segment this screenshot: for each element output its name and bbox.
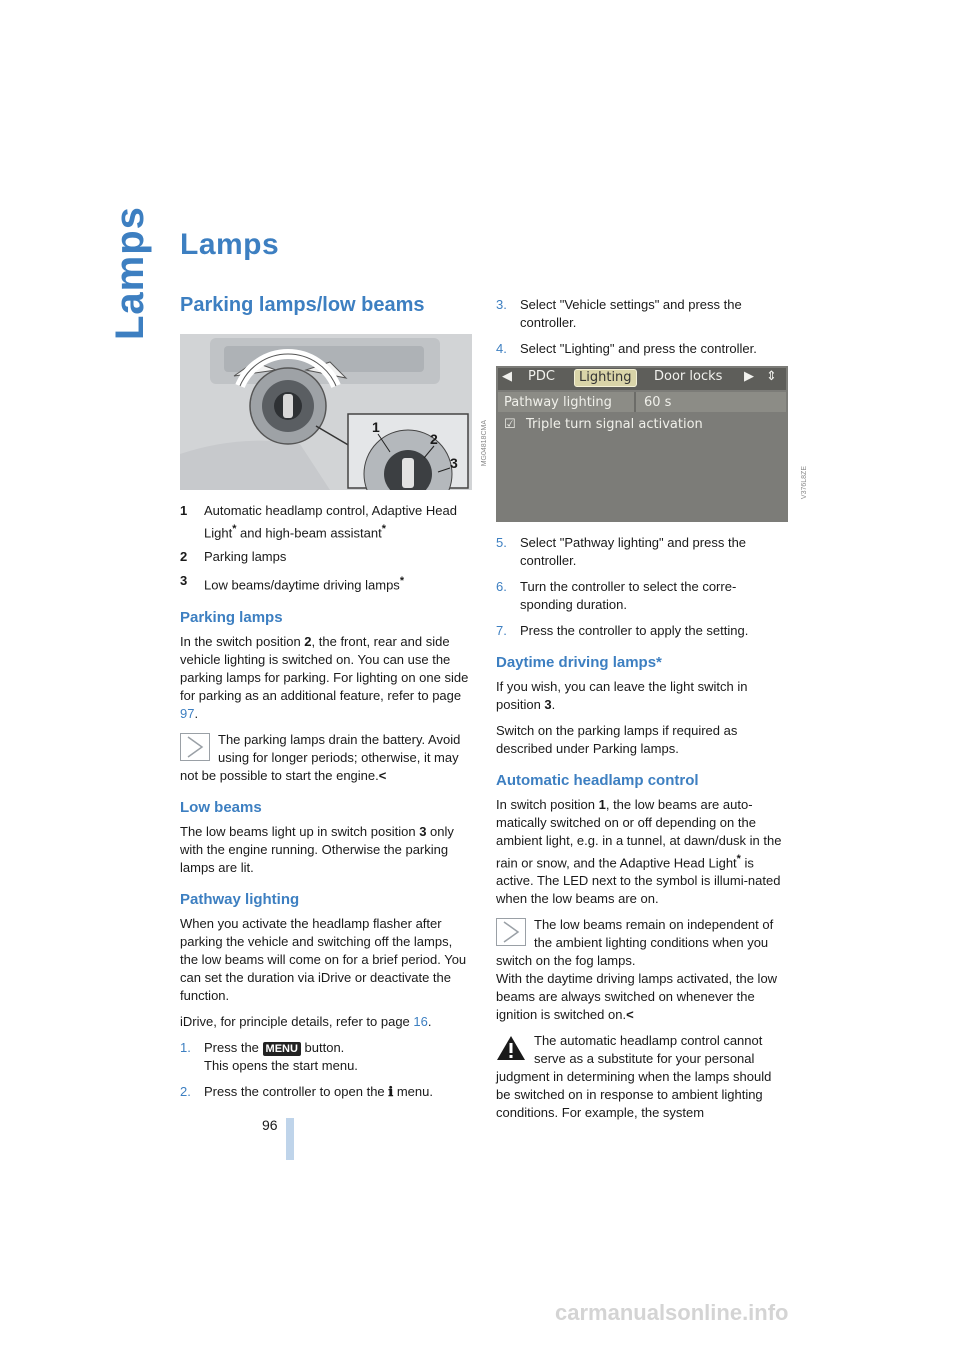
left-column (180, 334, 488, 1110)
light-switch-illustration (180, 334, 472, 490)
legend-item: 1 Automatic headlamp control, Adaptive Head Light* and high-beam assistant* (180, 503, 457, 541)
watermark: carmanualsonline.info (555, 1300, 789, 1325)
pathway-lighting-value: 60 s (644, 395, 672, 410)
daytime-text-2: Switch on the parking lamps if required as described under Parking lamps. (496, 723, 738, 756)
tab-door-locks[interactable]: Door locks (654, 369, 723, 384)
pathway-lighting-heading: Pathway lighting (180, 890, 300, 908)
low-beams-text: The low beams light up in switch position 3 only with the engine running. Otherwise the parking lamps are lit. (180, 823, 454, 875)
note-box: The low beams remain on independent of the ambient lighting conditions when you switch on the fog lamps. With the daytime driving lamps activated, the low beams are always switched on whenever the ignition is switched on.< (496, 917, 778, 1023)
section-title: Parking lamps/low beams (180, 294, 425, 316)
parking-lamps-text: In the switch position 2, the front, rear and side vehicle lighting is switched on. You can use the parking lamps for parking. For lighting on one side for parking as an additional feature, refer to page 97. (180, 633, 469, 721)
callout-3: 3 (450, 455, 458, 471)
checkbox-icon[interactable]: ☑ (504, 417, 516, 432)
page-link[interactable]: 16 (413, 1013, 428, 1029)
tab-pdc[interactable]: PDC (528, 369, 555, 384)
menu-button-icon: MENU (263, 1042, 301, 1056)
automatic-headlamp-heading: Automatic headlamp control (496, 772, 699, 789)
idrive-screen (496, 366, 788, 522)
step-item: 7. Press the controller to apply the setting. (496, 623, 749, 638)
step-item: 6. Turn the controller to select the corre-sponding duration. (496, 579, 737, 612)
page-bar (286, 1118, 294, 1160)
page-link[interactable]: 97 (180, 705, 195, 721)
scroll-right-icon: ▶ (744, 369, 754, 384)
page-title: Lamps (180, 228, 280, 261)
note-triangle-icon (496, 918, 526, 946)
warning-box: The automatic headlamp control cannot serve as a substitute for your personal judgment in determining when the lamps should be switched on in response to ambient lighting conditions. For example, the system (496, 1033, 772, 1121)
callout-1: 1 (372, 419, 380, 435)
parking-lamps-heading: Parking lamps (180, 608, 283, 626)
page-number: 96 (262, 1117, 278, 1133)
legend-item: 2 Parking lamps (180, 549, 287, 565)
info-icon: ℹ (388, 1084, 394, 1100)
step-item: 3. Select "Vehicle settings" and press the controller. (496, 297, 742, 330)
callout-2: 2 (430, 431, 438, 447)
triple-turn-signal-row[interactable]: Triple turn signal activation (526, 417, 703, 432)
step-item: 4. Select "Lighting" and press the controller. (496, 341, 757, 356)
scroll-vertical-icon: ⇕ (766, 369, 777, 384)
note-box: The parking lamps drain the battery. Avoid using for longer periods; otherwise, it may not be possible to start the engine.< (180, 731, 461, 783)
daytime-text-1: If you wish, you can leave the light switch in position 3. (496, 679, 748, 712)
warning-icon (496, 1034, 526, 1062)
automatic-headlamp-text: In switch position 1, the low beams are auto-matically switched on or off depending on the ambient light, e.g. in a tunnel, at dawn/dusk in the rain or snow, and the Adaptive Head Light* is active. The LED next to the symbol is illumi-nated when the low beams are on. (496, 797, 782, 907)
step-item: 2. Press the controller to open the ℹ menu. (180, 1083, 433, 1100)
row-separator (634, 392, 636, 412)
right-column (496, 296, 808, 1130)
step-item: 1. Press the MENU button. This opens the start menu. (180, 1039, 358, 1073)
low-beams-heading: Low beams (180, 798, 262, 816)
side-chapter-title: Lamps (108, 206, 152, 340)
legend-item: 3 Low beams/daytime driving lamps* (180, 573, 405, 593)
idrive-reference: iDrive, for principle details, refer to page 16. (180, 1013, 432, 1029)
light-switch-figure (180, 334, 472, 490)
scroll-left-icon: ◀ (502, 369, 512, 384)
pathway-lighting-row[interactable]: Pathway lighting (504, 395, 612, 410)
figure-code: MG04818CMA (481, 420, 488, 467)
daytime-driving-lamps-heading: Daytime driving lamps* (496, 654, 662, 671)
tab-lighting[interactable]: Lighting (574, 369, 637, 387)
step-item: 5. Select "Pathway lighting" and press the controller. (496, 535, 747, 568)
note-triangle-icon (180, 733, 210, 761)
screen-code: V376L8ZE (801, 466, 808, 500)
pathway-lighting-text: When you activate the headlamp flasher after parking the vehicle and switching off the lamps, the low beams will come on for a brief period. You can set the duration via iDrive or deactivate the function. (180, 915, 467, 1003)
